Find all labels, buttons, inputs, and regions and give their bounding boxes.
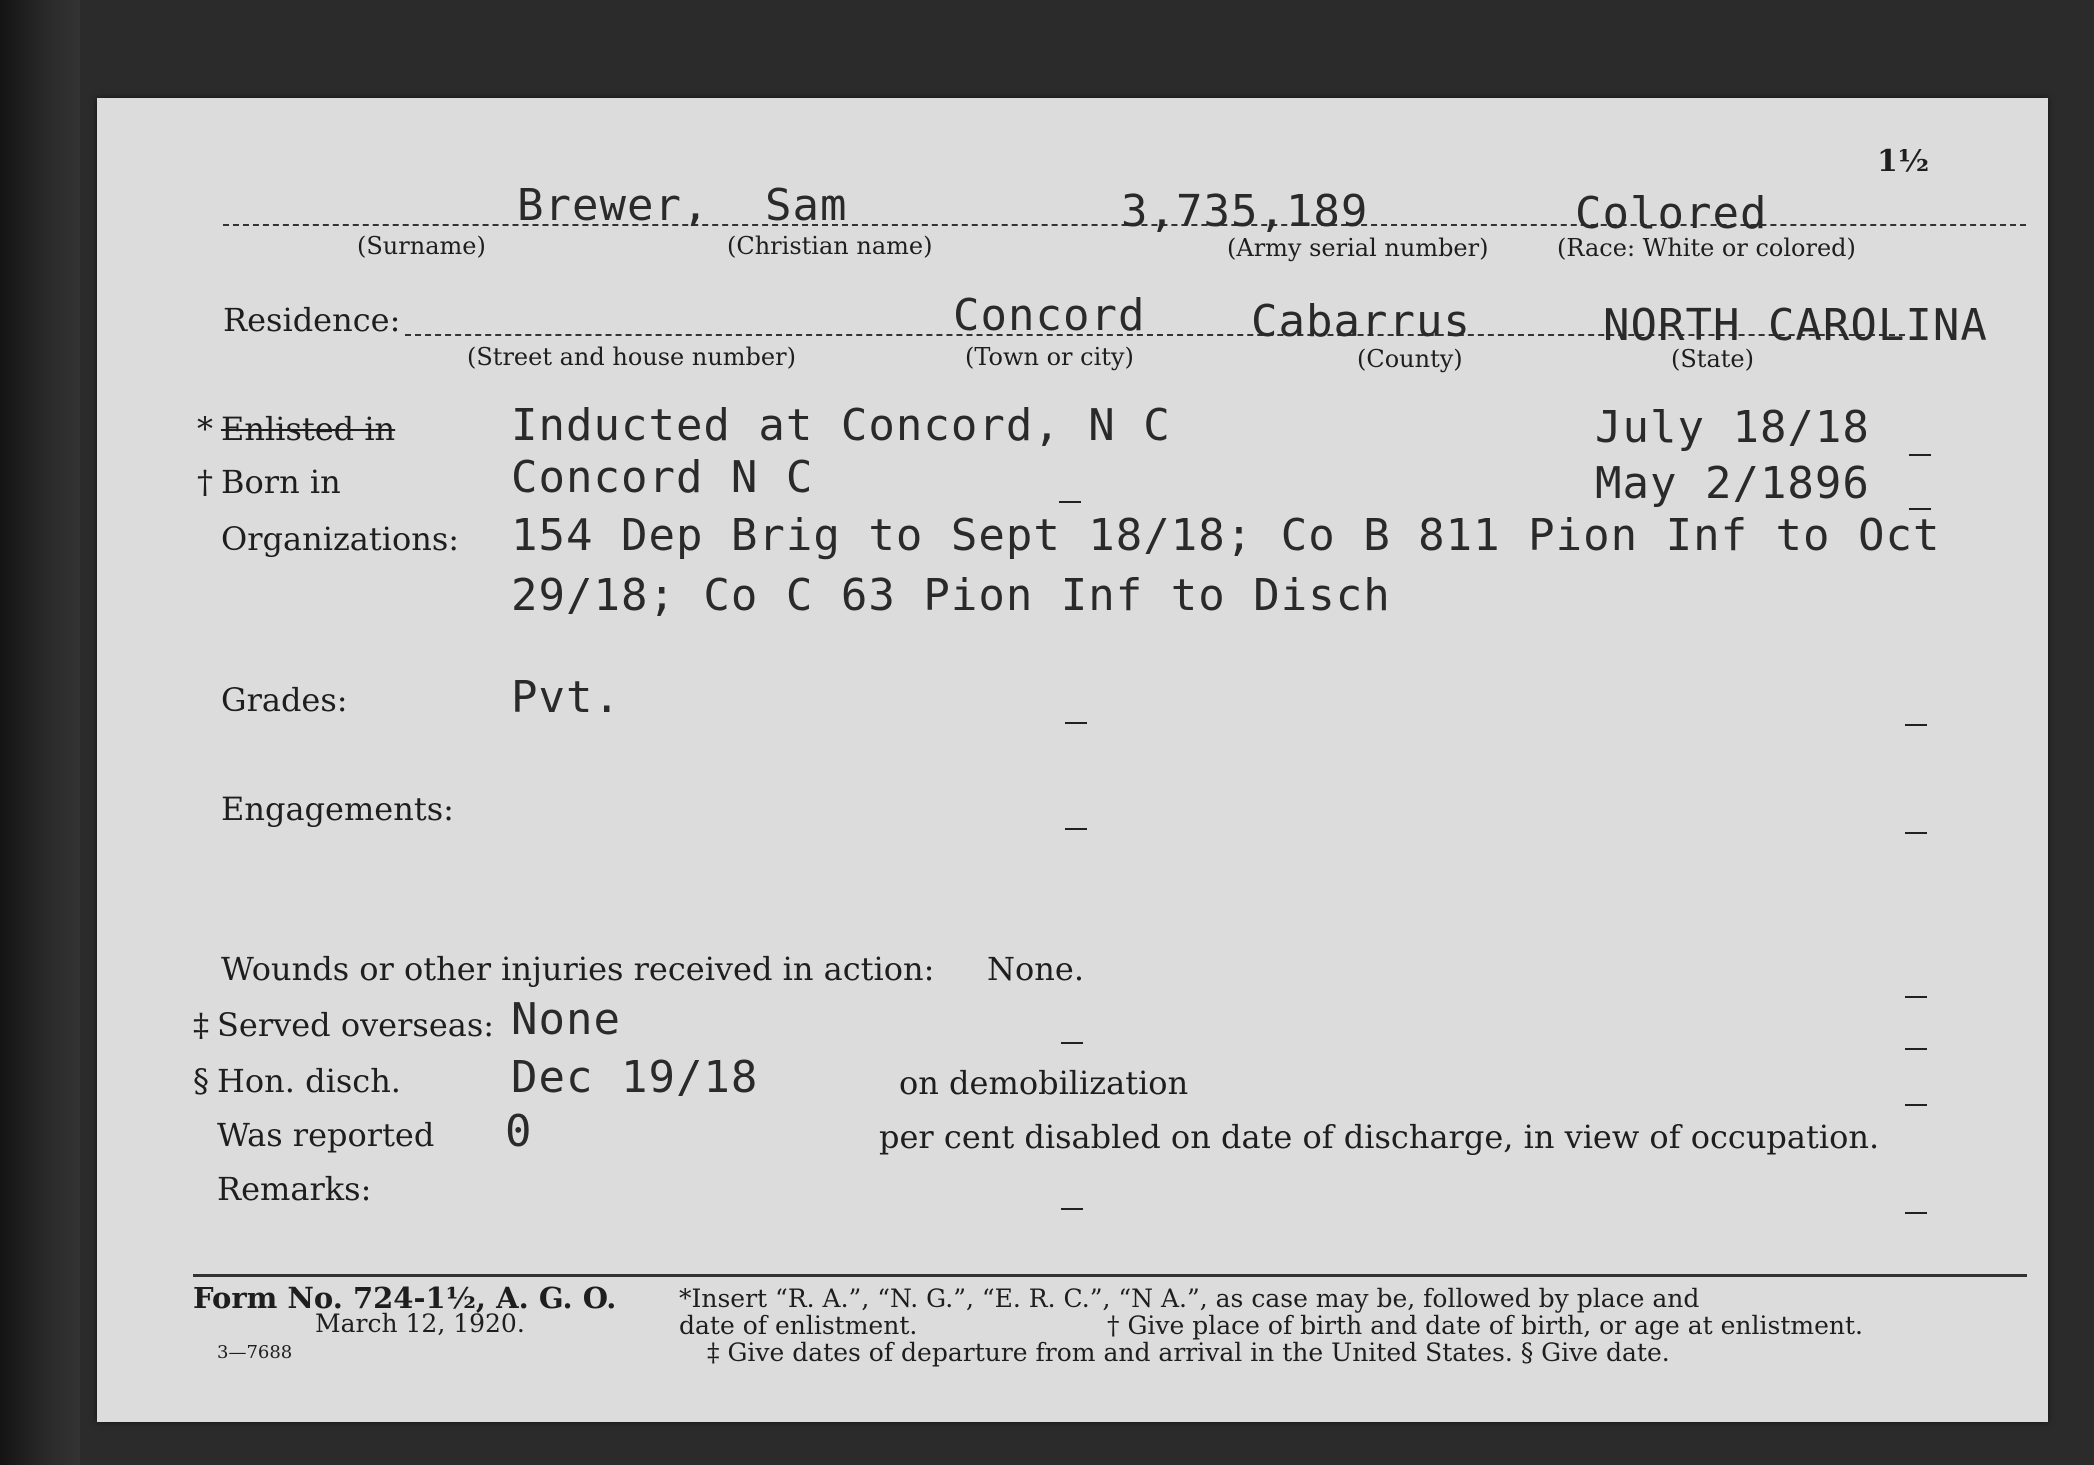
overseas-value: None	[511, 994, 621, 1045]
reported-suffix: per cent disabled on date of discharge, in view of occupation.	[879, 1118, 1880, 1156]
army-serial-value: 3,735,189	[1121, 186, 1369, 237]
overseas-mid-mark	[1061, 1042, 1083, 1044]
surname-caption: (Surname)	[357, 232, 486, 260]
footnote-overseas-date: ‡ Give dates of departure from and arrival in the United States. § Give date.	[707, 1338, 1670, 1367]
form-number: Form No. 724-1½, A. G. O.	[193, 1281, 617, 1315]
hon-disch-suffix: on demobilization	[899, 1064, 1189, 1102]
overseas-end-mark	[1905, 1048, 1927, 1050]
enlisted-end-mark	[1909, 454, 1931, 456]
footnote-enlistment: *Insert “R. A.”, “N. G.”, “E. R. C.”, “N A.”, as case may be, followed by place and	[679, 1284, 1700, 1313]
organizations-label: Organizations:	[221, 520, 460, 558]
hon-disch-value: Dec 19/18	[511, 1052, 759, 1103]
remarks-label: Remarks:	[217, 1170, 372, 1208]
race-value: Colored	[1575, 188, 1768, 239]
wounds-label: Wounds or other injuries received in action:	[221, 950, 935, 988]
footnote-enlistment-cont: date of enlistment.	[679, 1311, 918, 1340]
christian-name-value: Sam	[765, 180, 848, 231]
town-caption: (Town or city)	[965, 343, 1134, 371]
grades-end-mark	[1905, 724, 1927, 726]
army-serial-caption: (Army serial number)	[1227, 234, 1489, 262]
enlisted-label: Enlisted in	[221, 410, 396, 448]
remarks-end-mark	[1905, 1212, 1927, 1214]
state-caption: (State)	[1671, 345, 1754, 373]
footer-rule	[193, 1274, 2027, 1277]
reported-value: 0	[505, 1106, 533, 1157]
scan-border	[0, 0, 80, 1465]
hon-disch-marker: §	[193, 1062, 209, 1100]
race-caption: (Race: White or colored)	[1557, 234, 1856, 262]
enlisted-marker: *	[197, 410, 213, 448]
corner-number: 1½	[1877, 144, 1930, 179]
form-code: 3—7688	[217, 1342, 293, 1363]
form-date: March 12, 1920.	[315, 1309, 525, 1338]
residence-state-value: NORTH CAROLINA	[1603, 300, 1988, 351]
remarks-mid-mark	[1061, 1208, 1083, 1210]
enlisted-date: July 18/18	[1595, 402, 1870, 453]
county-caption: (County)	[1357, 345, 1463, 373]
hon-disch-label: Hon. disch.	[217, 1062, 401, 1100]
born-label: Born in	[221, 463, 341, 501]
born-date: May 2/1896	[1595, 458, 1870, 509]
organizations-line-2: 29/18; Co C 63 Pion Inf to Disch	[511, 570, 1391, 621]
born-mid-mark	[1059, 501, 1081, 503]
organizations-line-1: 154 Dep Brig to Sept 18/18; Co B 811 Pion Inf to Oct	[511, 510, 1941, 561]
born-value: Concord N C	[511, 452, 814, 503]
service-record-card	[97, 98, 2048, 1422]
wounds-end-mark	[1905, 996, 1927, 998]
reported-label: Was reported	[217, 1116, 435, 1154]
residence-label: Residence:	[223, 301, 401, 339]
christian-name-caption: (Christian name)	[727, 232, 933, 260]
engagements-mid-mark	[1065, 828, 1087, 830]
grades-mid-mark	[1065, 722, 1087, 724]
engagements-label: Engagements:	[221, 790, 454, 828]
grades-value: Pvt.	[511, 672, 621, 723]
surname-value: Brewer,	[517, 180, 710, 231]
enlisted-value: Inducted at Concord, N C	[511, 400, 1171, 451]
born-marker: †	[197, 463, 213, 501]
overseas-marker: ‡	[193, 1006, 209, 1044]
residence-county-value: Cabarrus	[1251, 296, 1471, 347]
street-caption: (Street and house number)	[467, 343, 796, 371]
overseas-label: Served overseas:	[217, 1006, 495, 1044]
grades-label: Grades:	[221, 681, 348, 719]
residence-town-value: Concord	[953, 290, 1146, 341]
hon-disch-end-mark	[1905, 1104, 1927, 1106]
footnote-birth: † Give place of birth and date of birth, or age at enlistment.	[1107, 1311, 1863, 1340]
engagements-end-mark	[1905, 832, 1927, 834]
wounds-value: None.	[987, 950, 1084, 988]
